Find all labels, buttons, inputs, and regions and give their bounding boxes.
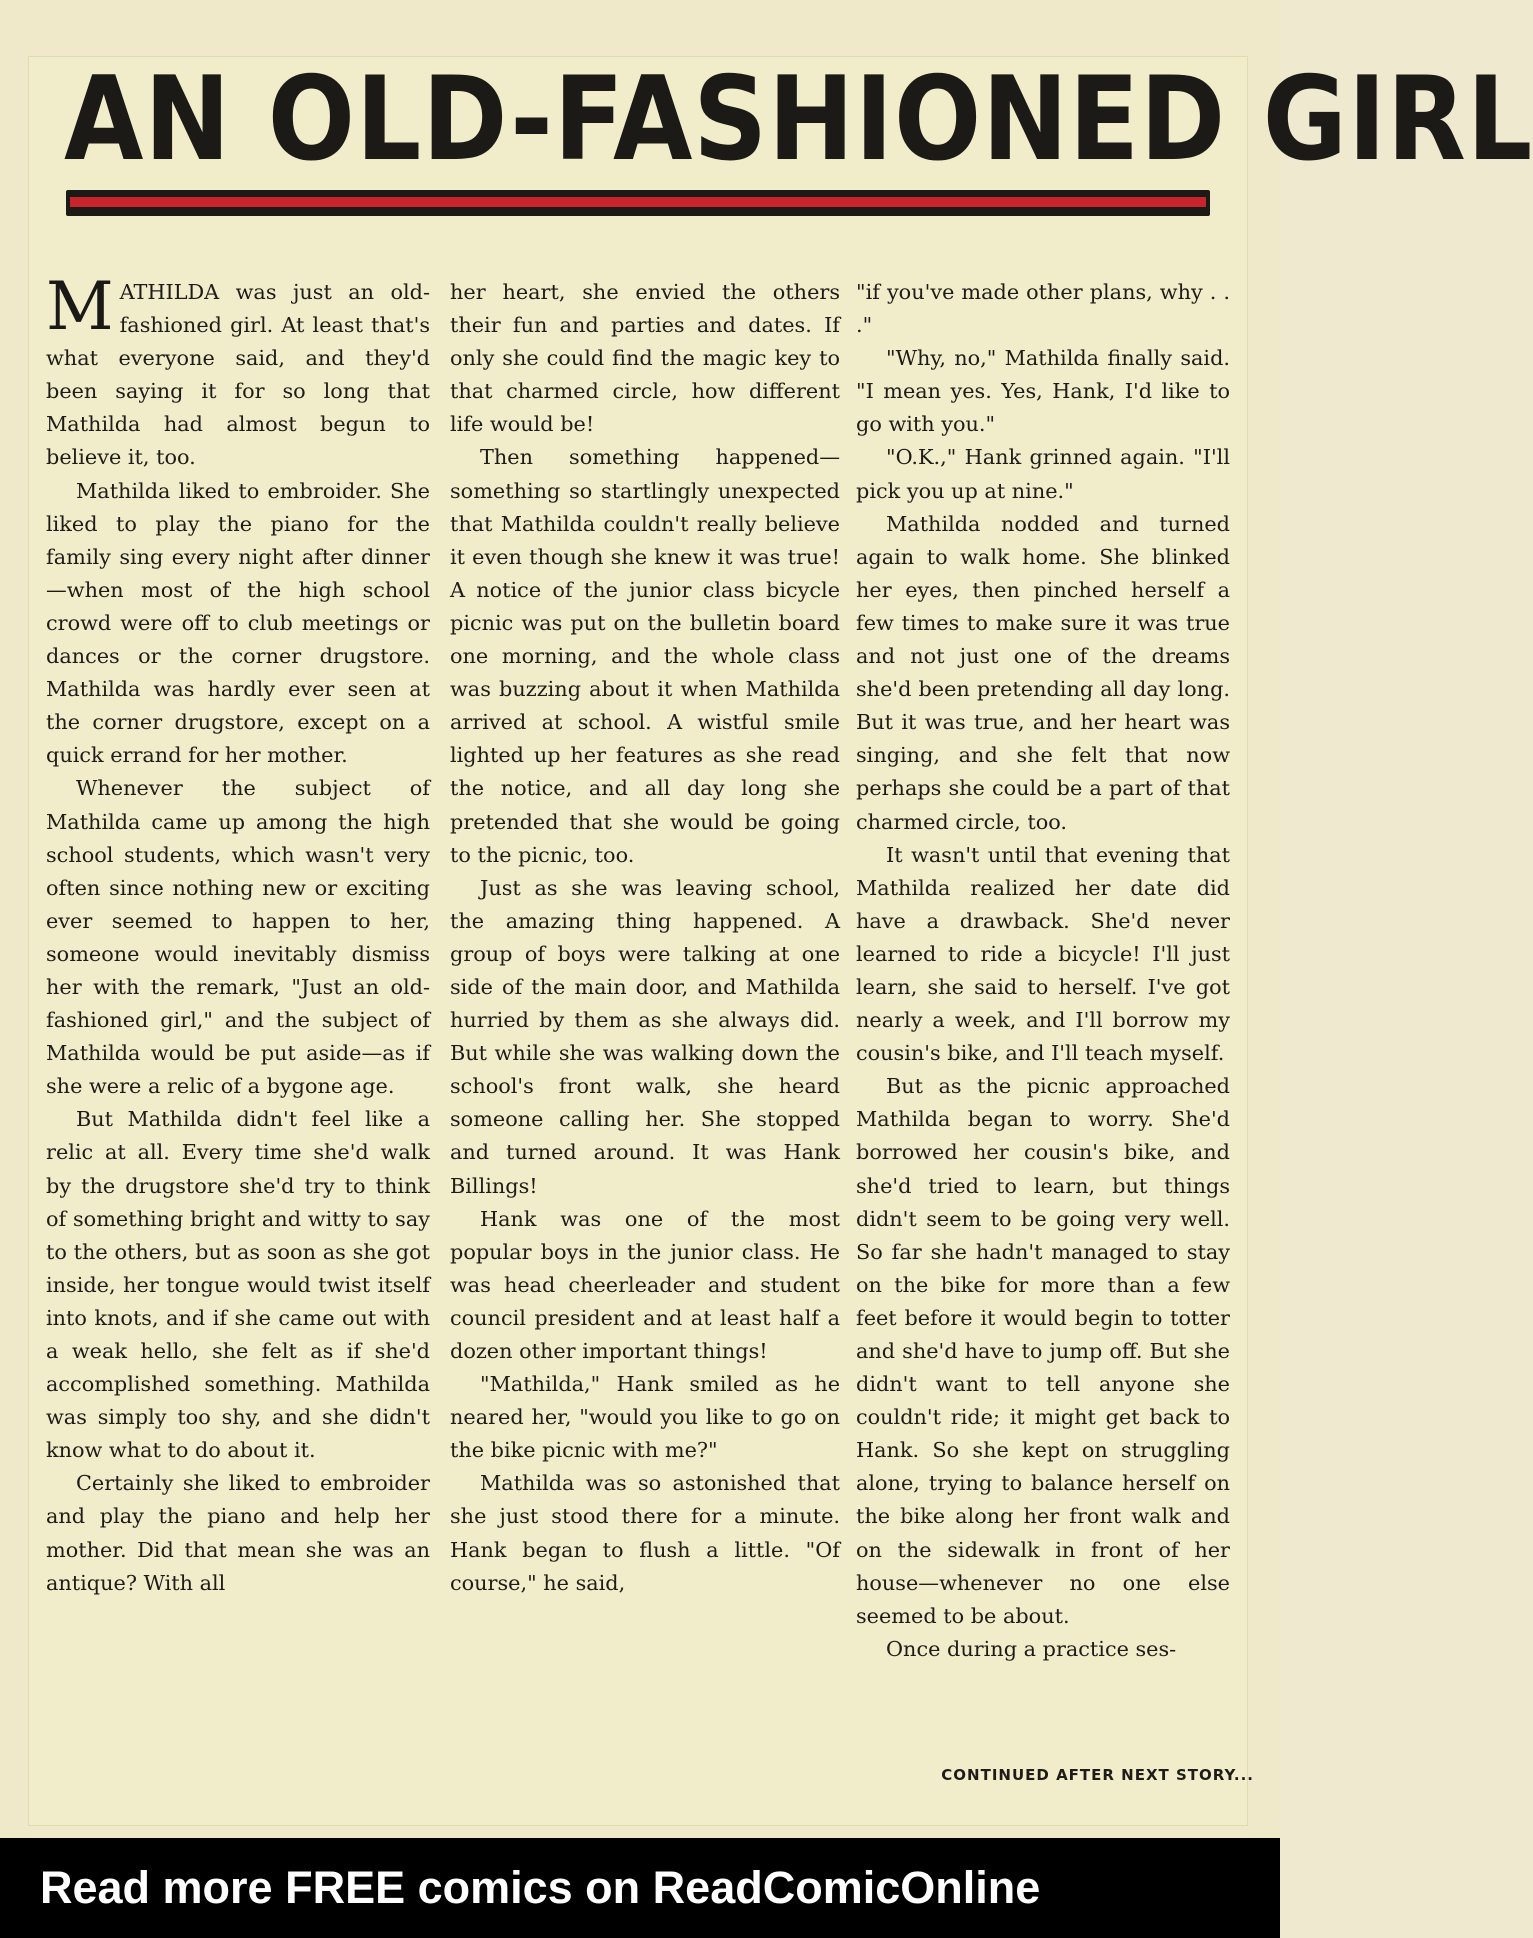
- text-column-3: [856, 276, 1230, 1666]
- paragraph: It wasn't until that evening that Mathilda realized her date did have a drawback. She'd never learned to ride a bicycle! I'll just learn, she said to herself. I've got nearly a week, and I'll borrow my cousin's bike, and I'll teach myself.: [856, 842, 1230, 1066]
- paragraph: Hank was one of the most popular boys in the junior class. He was head cheerleader and student council president and at least half a dozen other important things!: [450, 1206, 840, 1363]
- paragraph: But as the picnic approached Mathilda began to worry. She'd borrowed her cousin's bike, and she'd tried to learn, but things didn't seem to be going very well. So far she hadn't managed to stay on the bike for more than a few feet before it would begin to totter and she'd have to jump off. But she didn't want to tell anyone she couldn't ride; it might get back to Hank. So she kept on struggling alone, trying to balance herself on the bike along her front walk and on the sidewalk in front of her house—whenever no one else seemed to be about.: [856, 1074, 1230, 1628]
- story-title: AN OLD-FASHIONED GIRL: [64, 52, 1533, 187]
- paragraph: Certainly she liked to embroider and play the piano and help her mother. Did that mean she was an antique? With all: [46, 1471, 430, 1595]
- paragraph: Whenever the subject of Mathilda came up among the high school students, which wasn't very often since nothing new or exciting ever seemed to happen to her, someone would inevitably dismiss her with the remark, "Just an old-fashioned girl," and the subject of Mathilda would be put aside—as if she were a relic of a bygone age.: [46, 776, 430, 1099]
- text-column-1: [46, 268, 430, 1600]
- paragraph: MATHILDA was just an old-fashioned girl. At least that's what everyone said, and they'd been saying it for so long that Mathilda had almost begun to believe it, too.: [46, 268, 430, 470]
- footer-link-text[interactable]: Read more FREE comics on ReadComicOnline: [40, 1862, 1041, 1913]
- paragraph: "Mathilda," Hank smiled as he neared her, "would you like to go on the bike picnic with me?": [450, 1372, 840, 1463]
- paragraph: But Mathilda didn't feel like a relic at all. Every time she'd walk by the drugstore she'd try to think of something bright and witty to say to the others, but as soon as she got inside, her tongue would twist itself into knots, and if she came out with a weak hello, she felt as if she'd accomplished something. Mathilda was simply too shy, and she didn't know what to do about it.: [46, 1107, 430, 1463]
- paragraph: "O.K.," Hank grinned again. "I'll pick you up at nine.": [856, 445, 1230, 503]
- paragraph: Just as she was leaving school, the amazing thing happened. A group of boys were talking at one side of the main door, and Mathilda hurried by them as she always did. But while she was walking down the school's front walk, she heard someone calling her. She stopped and turned around. It was Hank Billings!: [450, 875, 840, 1198]
- paragraph: Mathilda was so astonished that she just stood there for a minute. Hank began to flush a little. "Of course," he said,: [450, 1471, 840, 1595]
- paragraph: Then something happened—something so startlingly unexpected that Mathilda couldn't really believe it even though she knew it was true! A notice of the junior class bicycle picnic was put on the bulletin board one morning, and the whole class was buzzing about it when Mathilda arrived at school. A wistful smile lighted up her features as she read the notice, and all day long she pretended that she would be going to the picnic, too.: [450, 445, 840, 867]
- continued-note: CONTINUED AFTER NEXT STORY...: [941, 1766, 1254, 1784]
- paragraph: "if you've made other plans, why . . .": [856, 280, 1230, 338]
- text-column-2: [450, 276, 840, 1600]
- paragraph: Mathilda liked to embroider. She liked to play the piano for the family sing every night after dinner—when most of the high school crowd were off to club meetings or dances or the corner drugstore. Mathilda was hardly ever seen at the corner drugstore, except on a quick errand for her mother.: [46, 478, 430, 768]
- title-divider: [66, 190, 1210, 216]
- paragraph: her heart, she envied the others their fun and parties and dates. If only she could find the magic key to that charmed circle, how different life would be!: [450, 280, 840, 437]
- drop-cap: M: [46, 268, 114, 345]
- paragraph: "Why, no," Mathilda finally said. "I mean yes. Yes, Hank, I'd like to go with you.": [856, 346, 1230, 437]
- paragraph: Once during a practice ses-: [886, 1636, 1177, 1661]
- footer-banner[interactable]: [0, 1838, 1280, 1938]
- paragraph: Mathilda nodded and turned again to walk home. She blinked her eyes, then pinched herself a few times to make sure it was true and not just one of the dreams she'd been pretending all day long. But it was true, and her heart was singing, and she felt that now perhaps she could be a part of that charmed circle, too.: [856, 511, 1230, 834]
- divider-red-stripe: [70, 197, 1206, 207]
